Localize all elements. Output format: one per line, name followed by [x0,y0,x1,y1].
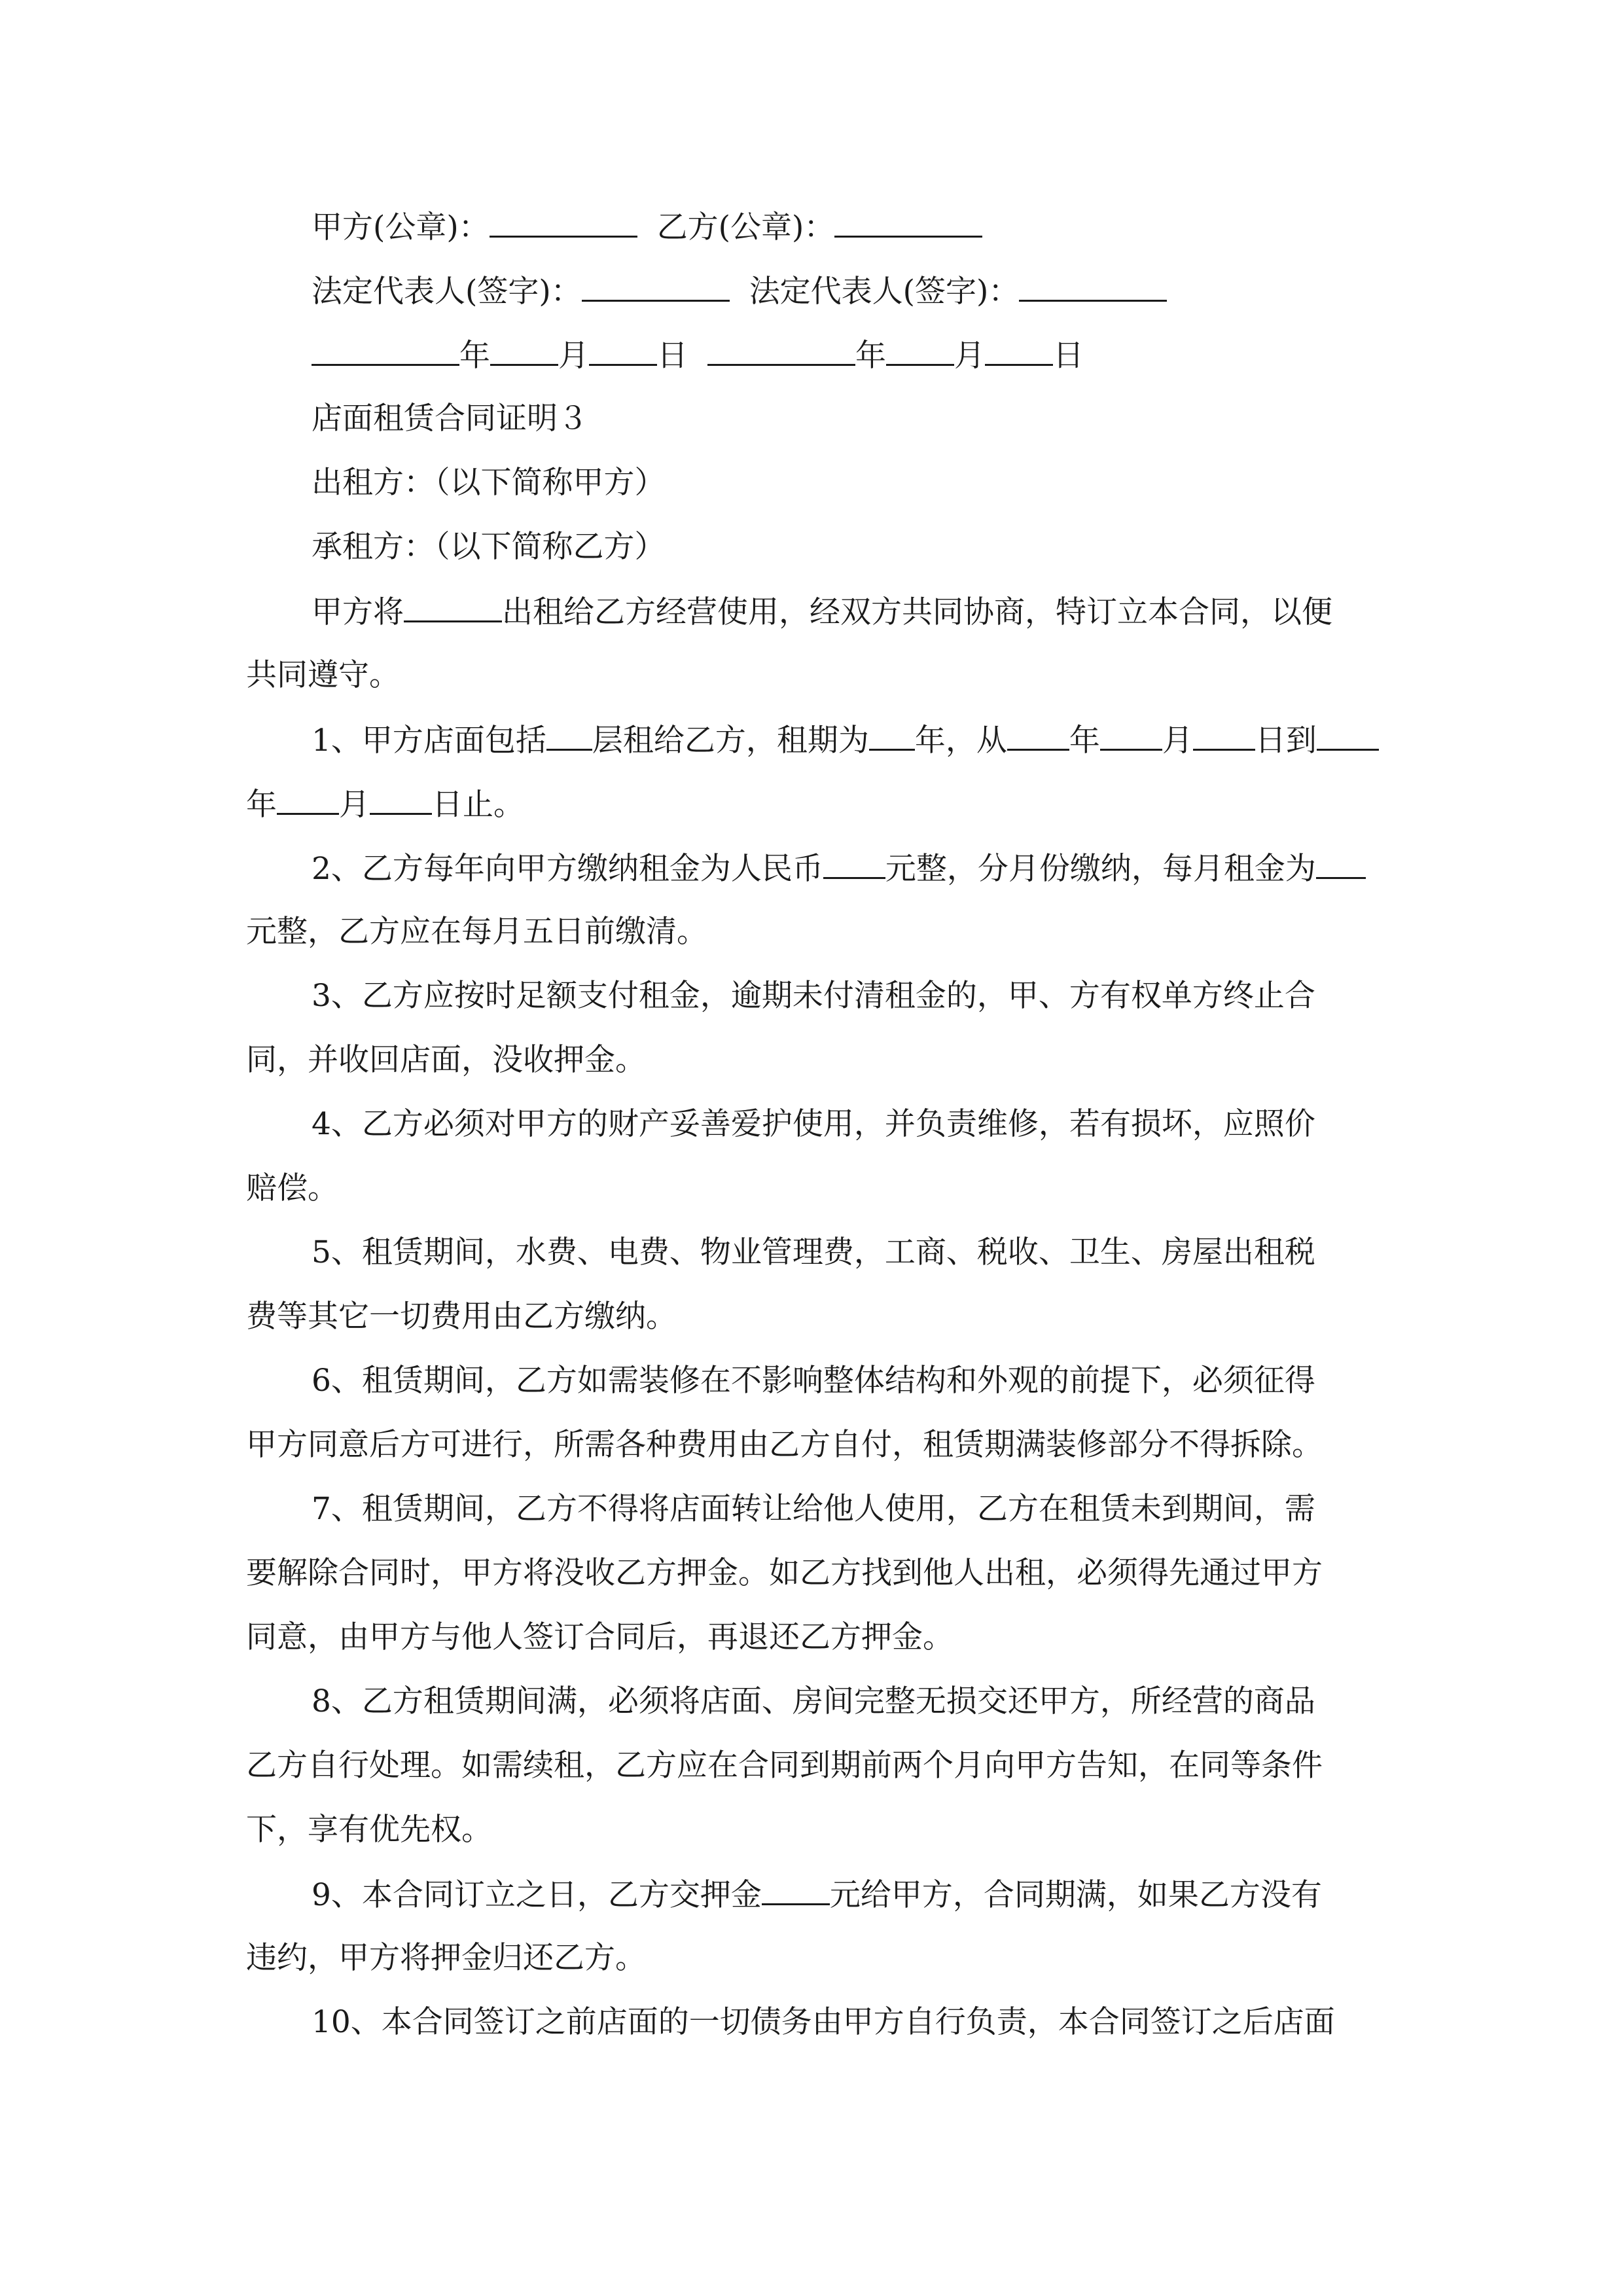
date-line [312,335,1084,374]
month-blank-b[interactable] [886,335,954,366]
party-b-seal-label: 乙方(公章)： [656,209,835,245]
clause-9-text-b: 元给甲方，合同期满，如果乙方没有 [829,1877,1322,1913]
clause-1-line-1 [312,720,1379,759]
clause-1-text-a: 1、甲方店面包括 [312,723,546,759]
clause-1-line-2 [246,784,524,823]
day-label-a: 日 [657,338,688,374]
clause-8-line-3: 下，享有优先权。 [246,1812,492,1848]
annual-rent-blank[interactable] [823,848,885,879]
month-label-b: 月 [954,338,985,374]
clause-4-line-1: 4、乙方必须对甲方的财产妥善爱护使用，并负责维修，若有损坏，应照价 [312,1106,1315,1142]
legal-rep-blank-a[interactable] [582,271,730,302]
start-month-blank[interactable] [1100,720,1162,751]
clause-8-line-2: 乙方自行处理。如需续租，乙方应在合同到期前两个月向甲方告知，在同等条件 [246,1748,1323,1784]
party-b-seal-blank[interactable] [834,207,982,238]
legal-rep-line [312,271,1167,310]
term-years-blank[interactable] [869,720,915,751]
intro-part1: 甲方将 [312,594,404,630]
intro-line-1 [312,592,1332,631]
seal-line [312,207,982,246]
clause-2-text-b: 元整，分月份缴纳，每月租金为 [885,851,1316,887]
monthly-rent-blank[interactable] [1316,848,1366,879]
end-month-blank[interactable] [277,784,339,815]
clause-2-line-2: 元整，乙方应在每月五日前缴清。 [246,914,707,950]
month-label-a: 月 [558,338,589,374]
day-blank-b[interactable] [985,335,1053,366]
legal-rep-label-a: 法定代表人(签字)： [312,274,582,310]
year-label-a: 年 [459,338,490,374]
deposit-blank[interactable] [762,1874,830,1905]
clause-7-line-1: 7、租赁期间，乙方不得将店面转让给他人使用，乙方在租赁未到期间，需 [312,1491,1315,1527]
clause-9-text-a: 9、本合同订立之日，乙方交押金 [312,1877,762,1913]
section-title: 店面租赁合同证明３ [312,401,588,437]
clause-8-line-1: 8、乙方租赁期间满，必须将店面、房间完整无损交还甲方，所经营的商品 [312,1683,1315,1719]
clause-1-text-b: 层租给乙方，租期为 [592,723,869,759]
lessor-line: 出租方：（以下简称甲方） [312,465,666,501]
clause-6-line-2: 甲方同意后方可进行，所需各种费用由乙方自付，租赁期满装修部分不得拆除。 [246,1427,1323,1463]
party-a-seal-blank[interactable] [490,207,637,238]
lessee-line: 承租方：（以下简称乙方） [312,529,666,565]
month-blank-a[interactable] [490,335,558,366]
clause-9-line-2: 违约，甲方将押金归还乙方。 [246,1940,646,1976]
start-day-blank[interactable] [1193,720,1255,751]
legal-rep-label-b: 法定代表人(签字)： [749,274,1020,310]
intro-part2: 出租给乙方经营使用，经双方共同协商，特订立本合同，以便 [502,594,1332,630]
clause-7-line-3: 同意，由甲方与他人签订合同后，再退还乙方押金。 [246,1619,954,1655]
clause-1-text-g: 年 [246,787,277,823]
clause-1-text-c: 年，从 [914,723,1007,759]
clause-2-line-1 [312,848,1366,888]
clause-6-line-1: 6、租赁期间，乙方如需装修在不影响整体结构和外观的前提下，必须征得 [312,1363,1315,1399]
end-year-blank[interactable] [1317,720,1379,751]
day-label-b: 日 [1053,338,1084,374]
legal-rep-blank-b[interactable] [1019,271,1167,302]
clause-4-line-2: 赔偿。 [246,1170,338,1206]
year-blank-b[interactable] [707,335,855,366]
clause-1-text-e: 月 [1162,723,1193,759]
clause-3-line-2: 同，并收回店面，没收押金。 [246,1042,646,1078]
year-blank-a[interactable] [312,335,459,366]
clause-3-line-1: 3、乙方应按时足额支付租金，逾期未付清租金的，甲、方有权单方终止合 [312,978,1315,1014]
clause-5-line-2: 费等其它一切费用由乙方缴纳。 [246,1299,677,1335]
clause-10-line-1: 10、本合同签订之前店面的一切债务由甲方自行负责，本合同签订之后店面 [312,2004,1335,2040]
clause-9-line-1 [312,1874,1322,1914]
clause-7-line-2: 要解除合同时，甲方将没收乙方押金。如乙方找到他人出租，必须得先通过甲方 [246,1555,1323,1591]
clause-1-text-i: 日止。 [432,787,524,823]
clause-1-text-d: 年 [1069,723,1100,759]
clause-1-text-h: 月 [339,787,370,823]
clause-2-text-a: 2、乙方每年向甲方缴纳租金为人民币 [312,851,823,887]
day-blank-a[interactable] [589,335,657,366]
intro-line-2: 共同遵守。 [246,657,400,693]
year-label-b: 年 [855,338,886,374]
clause-5-line-1: 5、租赁期间，水费、电费、物业管理费，工商、税收、卫生、房屋出租税 [312,1234,1315,1270]
party-a-seal-label: 甲方(公章)： [312,209,490,245]
end-day-blank[interactable] [370,784,432,815]
start-year-blank[interactable] [1007,720,1069,751]
premises-blank[interactable] [404,592,502,622]
clause-1-text-f: 日到 [1255,723,1317,759]
floors-blank[interactable] [546,720,592,751]
